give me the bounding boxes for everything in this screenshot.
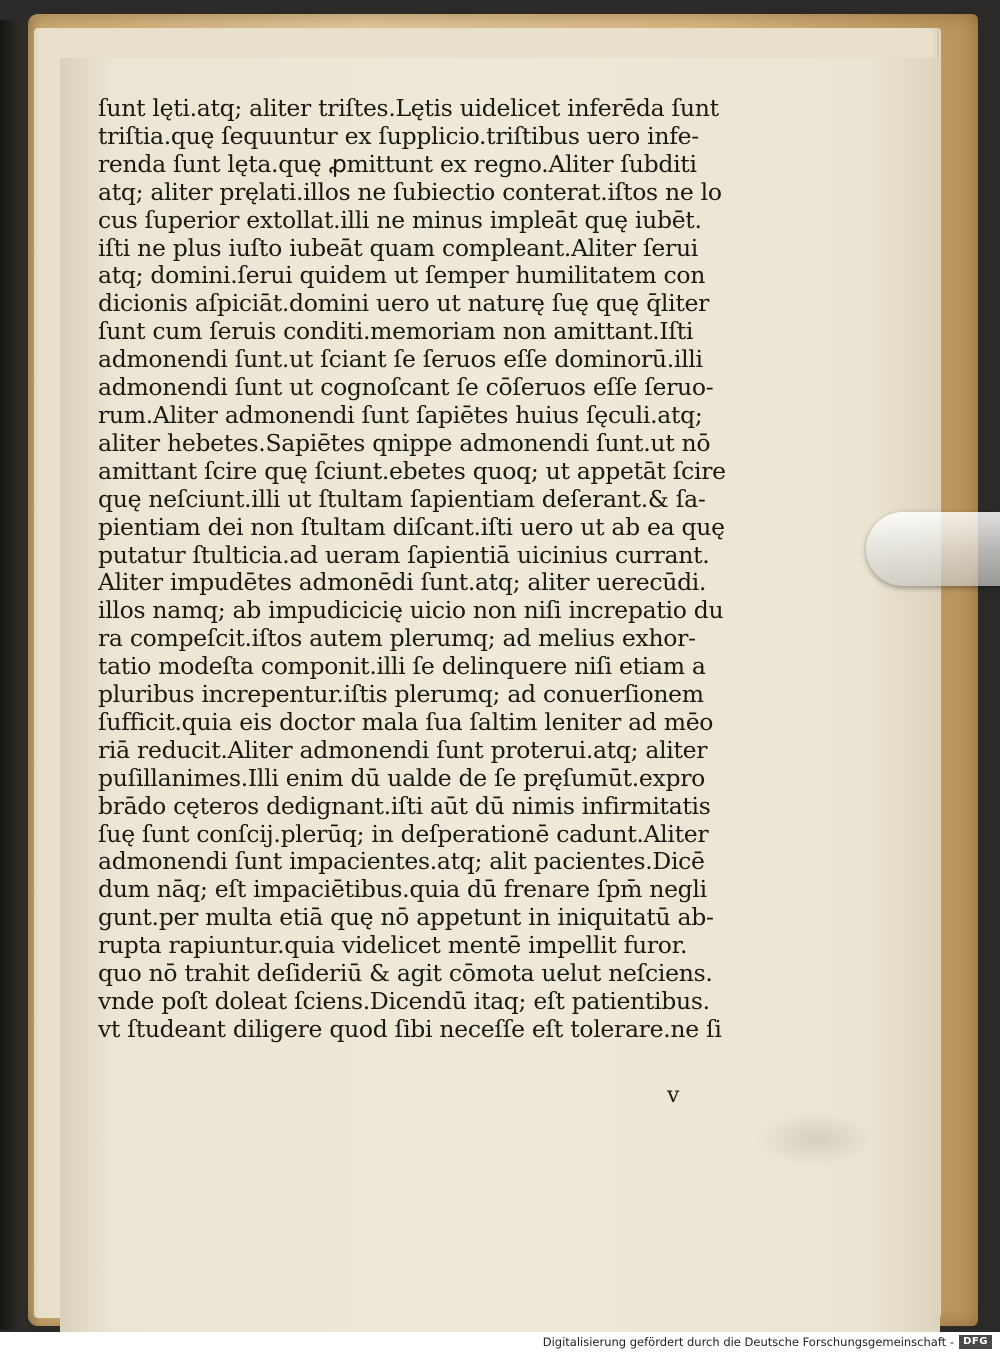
text-line: cus ſuperior extollat.illi ne minus impleāt quę iubēt. (98, 206, 702, 234)
text-line: admonendi ſunt ut cognoſcant ſe cōſeruos eſſe ſeruo- (98, 374, 714, 402)
text-line: ſuę ſunt conſcij.plerūq; in deſperationē cadunt.Aliter (98, 820, 709, 848)
paper-stain (756, 1112, 876, 1166)
text-line: rupta rapiuntur.quia videlicet mentē impellit furor. (98, 932, 688, 960)
signature-mark: v (667, 1083, 680, 1108)
text-line: brādo cęteros dedignant̄.iſti aūt dū nimis infirmitatis (98, 792, 711, 820)
footer-bar (0, 1332, 1000, 1353)
text-line: gunt.per multa etiā quę nō appetunt in iniquitatū ab- (98, 904, 714, 932)
dfg-logo: DFG (959, 1335, 992, 1349)
text-line: ra compeſcit.iſtos autem plerumq; ad melius exhor- (98, 625, 696, 653)
text-line: admonendi ſunt.ut ſciant ſe ſeruos eſſe dominorū.illi (98, 346, 703, 374)
text-line: illos namq; ab impudicicię uicio non niſi increpatio du (98, 597, 724, 625)
text-line: ſunt cum ſeruis conditi.memoriam non amittant.Iſti (98, 318, 694, 346)
text-line: iſti ne plus iuſto iubeāt quam compleant̄.Aliter ſerui (98, 234, 699, 262)
text-line: renda ſunt lęta.quę ꝓmittunt̄ ex regno.Aliter ſubditi (98, 150, 697, 178)
text-line: aliter hebetes.Sapiētes qnippe admonendi ſunt.ut nō (98, 429, 711, 457)
gutter-shadow (0, 20, 40, 1330)
text-line: amittant ſcire quę ſciunt.ebetes quoq; ut appetāt ſcire (98, 457, 726, 485)
text-line: quę neſciunt.illi ut ſtultam ſapientiam deſerant.& ſa- (98, 485, 706, 513)
text-line: riā reducit.Aliter admonendi ſunt proterui.atq; aliter (98, 736, 708, 764)
text-line: vnde poſt doleat ſciens.Dicendū itaq; eſt patientibus. (98, 988, 710, 1015)
text-line: Aliter impudētes admonēdi ſunt.atq; aliter uerecūdi. (98, 569, 707, 597)
text-line: quo nō trahit deſideriū & agit cōmota uelut neſciens. (98, 960, 713, 988)
text-line: admonendi ſunt impacientes.atq; alit̄ pacientes.Dicē (98, 848, 705, 876)
text-line: dum nāq; eſt impaciētibus.quia dū frenare ſpm̄ negli (98, 876, 707, 904)
text-line: ſufficit.quia eis doctor mala ſua ſaltim leniter ad mēo (98, 708, 714, 736)
text-line: atq; aliter pręlati.illos ne ſubiectio conterat.iſtos ne lo (98, 178, 722, 206)
text-line: putatur ſtulticia.ad ueram ſapientiā uicinius currant. (98, 541, 710, 569)
text-line: dicionis aſpiciāt.domini uero ut naturę ſuę quę q̄liter (98, 290, 710, 318)
text-line: pientiam dei non ſtultam diſcant.iſti uero ut ab ea quę (98, 513, 725, 541)
page-clip (866, 512, 1000, 586)
text-line: tatio modeſta componit.illi ſe delinquere niſi etiam a (98, 653, 706, 681)
text-line: puſillanimes.Illi enim dū ualde de ſe pręſumūt.expro (98, 764, 705, 792)
footer-credit: Digitalisierung gefördert durch die Deutsche Forschungsgemeinschaft - (542, 1335, 954, 1349)
text-line: vt ſtudeant diligere quod ſibi neceſſe eſt tolerare.ne ſi (98, 1015, 722, 1043)
body-text (98, 95, 738, 1044)
text-line: atq; domini.ſerui quidem ut ſemper humilitatem con (98, 262, 706, 290)
text-line: triſtia.quę ſequuntur ex ſupplicio.triſtibus uero infe- (98, 122, 699, 150)
text-line: ſunt lęti.atq; aliter triſtes.Lętis uidelicet inferēda ſunt (98, 95, 719, 122)
text-line: rum.Aliter admonendi ſunt ſapiētes huius ſęculi.atq; (98, 401, 703, 429)
text-line: pluribus increpentur.iſtis plerumq; ad conuerſionem (98, 681, 704, 709)
